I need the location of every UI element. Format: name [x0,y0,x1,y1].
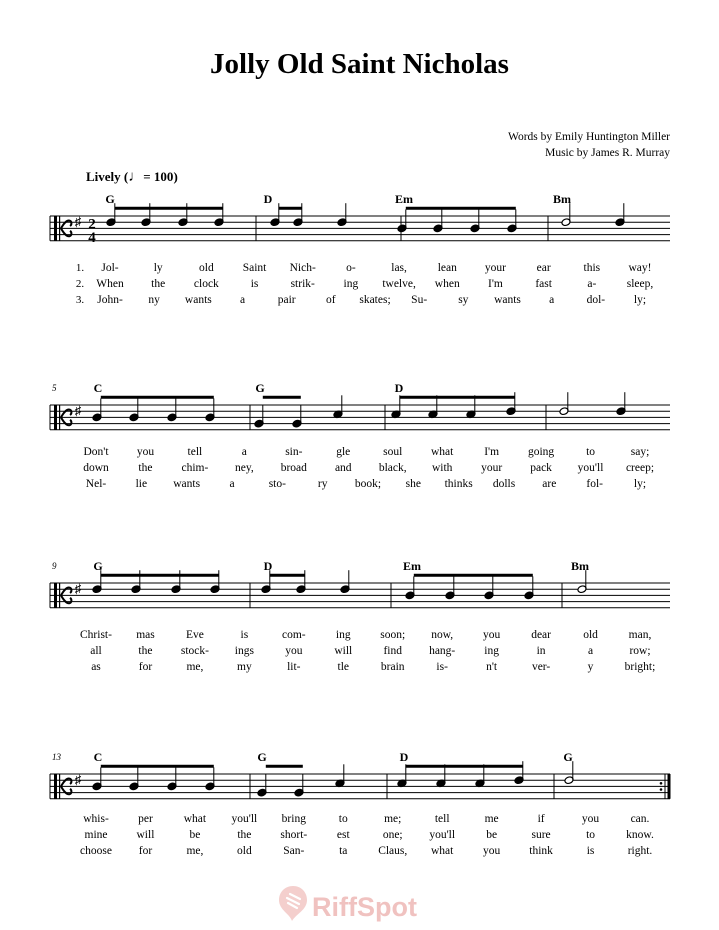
repeat-dot [660,782,663,785]
lyric-syllable: old [583,629,598,641]
lyric-syllable: a [239,294,246,306]
lyric-syllable: can. [630,813,650,825]
c-clef-icon [54,216,57,241]
chord-symbol: D [263,192,273,206]
lyric-syllable: hang- [429,645,456,657]
lyric-syllable: creep; [625,462,655,474]
lyric-syllable: what [431,845,454,857]
lyric-syllable: for [138,661,153,673]
c-clef-icon [54,774,57,799]
note-beam [101,765,214,768]
lyric-syllable: whis- [83,813,109,825]
lyric-syllable: your [484,262,507,274]
lyric-syllable: com- [281,629,306,641]
lyric-syllable: now, [431,629,454,641]
lyric-syllable: ly [153,262,163,274]
measure-number: 9 [52,561,57,571]
lyric-syllable: sure [531,829,551,841]
brand-logo-text: RiffSpot [312,892,417,922]
lyric-syllable: a [229,478,235,490]
note-beam [414,574,533,577]
lyric-syllable: man, [628,629,652,641]
lyric-syllable: the [138,462,153,474]
lyric-syllable: in [536,645,546,657]
lyric-syllable: black, [378,462,407,474]
lyric-syllable: what [431,446,454,458]
lyric-syllable: say; [630,446,650,458]
lyric-syllable: bright; [624,661,656,673]
lyric-syllable: Don't [83,446,109,458]
lyric-syllable: me; [384,813,402,825]
lyric-syllable: stock- [180,645,209,657]
chord-symbol: Bm [571,559,589,573]
lyric-syllable: when [434,278,460,290]
lyric-syllable: you [483,629,501,641]
chord-symbol: G [563,750,573,764]
lyric-syllable: me [484,813,499,825]
tempo-label: Lively [86,169,121,184]
lyric-syllable: twelve, [382,278,416,290]
lyric-syllable: is- [436,661,448,673]
lyric-syllable: this [583,262,601,274]
chord-symbol: D [263,559,273,573]
lyric-syllable: be [486,829,498,841]
lyric-syllable: think [529,845,553,857]
lyric-syllable: las, [391,262,407,274]
chord-symbol: D [394,381,404,395]
lyric-syllable: wants [494,294,521,306]
chord-symbol: Bm [553,192,571,206]
lyric-syllable: lie [135,478,148,490]
lyric-syllable: sleep, [626,278,654,290]
sharp-key-signature-icon: ♯ [74,771,82,787]
lyric-syllable: John- [97,294,123,306]
lyric-syllable: lit- [287,661,301,673]
lyric-syllable: you [136,446,155,458]
song-title: Jolly Old Saint Nicholas [210,48,509,80]
lyric-syllable: if [537,813,545,825]
lyric-syllable: to [586,446,596,458]
lyric-syllable: When [96,278,124,290]
chord-symbol: G [93,559,103,573]
lyric-syllable: Nel- [85,478,107,490]
c-clef-icon [59,774,60,799]
lyric-syllable: is [240,629,249,641]
lyric-syllable: Nich- [289,262,316,274]
note-beam [279,207,302,210]
lyric-syllable: what [183,813,207,825]
lyric-syllable: Su- [411,294,428,306]
riffspot-logo-icon [278,884,308,922]
note-beam [400,396,515,399]
c-clef-icon [54,583,57,608]
chord-symbol: G [255,381,265,395]
lyric-syllable: way! [628,262,652,274]
lyric-syllable: per [138,813,153,825]
lyric-syllable: ry [317,478,328,490]
note-beam [270,574,305,577]
lyric-syllable: ny [148,294,160,306]
lyric-syllable: lean [437,262,457,274]
lyric-syllable: bring [281,813,306,825]
lyric-syllable: and [334,462,352,474]
lyric-syllable: old [199,262,214,274]
lyric-syllable: you'll [231,813,258,825]
lyric-syllable: right. [627,845,653,857]
lyric-syllable: ing [484,645,499,657]
lyric-syllable: a [241,446,247,458]
lyric-syllable: one; [382,829,403,841]
chord-symbol: C [93,750,103,764]
lyric-syllable: wants [184,294,212,306]
note-beam [266,765,303,768]
lyric-syllable: all [90,645,102,657]
lyric-syllable: know. [626,829,654,841]
c-clef-icon [59,583,60,608]
lyric-syllable: Jol- [101,262,119,274]
lyric-syllable: you'll [429,829,456,841]
lyric-syllable: of [326,294,336,306]
lyric-syllable: thinks [444,478,473,490]
lyric-syllable: I'm [484,446,500,458]
lyric-syllable: a [549,294,555,306]
time-signature-bottom: 4 [88,229,96,246]
lyric-syllable: to [586,829,596,841]
note-beam [115,207,223,210]
lyric-syllable: me, [186,845,204,857]
note-beam [101,574,219,577]
lyric-syllable: the [237,829,252,841]
chord-symbol: Em [395,192,413,206]
composer-credit: Music by James R. Murray [545,147,670,159]
chord-symbol: G [257,750,267,764]
lyric-syllable: the [151,278,166,290]
lyric-syllable: row; [629,645,651,657]
lyric-syllable: as [91,661,101,673]
verse-number: 2. [75,278,85,290]
lyric-syllable: ing [335,629,351,641]
lyric-syllable: ly; [633,478,647,490]
lyric-syllable: wants [173,478,201,490]
lyric-syllable: ney, [234,462,254,474]
lyric-syllable: is [250,278,259,290]
verse-number: 1. [75,262,85,274]
final-bar-line [668,774,671,799]
lyric-syllable: est [336,829,350,841]
lyric-syllable: to [338,813,348,825]
lyric-syllable: clock [193,278,219,290]
tempo-bpm: = 100 [143,169,174,184]
chord-symbol: G [105,192,115,206]
lyric-syllable: tell [434,813,450,825]
measure-number: 5 [52,383,57,393]
quarter-note-icon: ♩ [128,169,144,185]
lyric-syllable: you'll [577,462,604,474]
lyric-syllable: Claus, [378,845,408,857]
lyric-syllable: fol- [586,478,603,490]
lyric-syllable: broad [280,462,307,474]
lyric-syllable: she [405,478,422,490]
lyric-syllable: skates; [359,294,391,306]
sharp-key-signature-icon: ♯ [74,402,82,418]
lyric-syllable: Saint [242,262,267,274]
lyric-syllable: soon; [380,629,406,641]
lyric-syllable: pack [530,462,552,474]
lyric-syllable: ing [343,278,359,290]
lyric-syllable: going [527,446,555,458]
lyric-syllable: ly; [633,294,647,306]
note-beam [263,396,301,399]
sharp-key-signature-icon: ♯ [74,213,82,229]
lyric-syllable: be [189,829,201,841]
lyric-syllable: will [136,829,155,841]
lyric-syllable: mine [84,829,108,841]
note-beam [406,765,523,768]
sharp-key-signature-icon: ♯ [74,580,82,596]
lyric-syllable: dolls [492,478,516,490]
lyric-syllable: n't [486,661,498,673]
lyric-syllable: dear [531,629,551,641]
note-beam [406,207,516,210]
c-clef-icon [54,405,57,430]
lyric-syllable: will [334,645,353,657]
lyric-syllable: down [83,462,109,474]
lyric-syllable: your [481,462,503,474]
lyric-syllable: sy [458,294,469,306]
lyric-syllable: fast [535,278,552,290]
lyric-syllable: brain [380,661,405,673]
c-clef-icon [59,405,60,430]
verse-number: 3. [75,294,85,306]
lyric-syllable: chim- [181,462,209,474]
lyric-syllable: tell [187,446,203,458]
lyric-syllable: sto- [268,478,286,490]
lyric-syllable: a- [587,278,597,290]
lyric-syllable: sin- [285,446,303,458]
lyric-syllable: short- [280,829,308,841]
lyric-syllable: find [383,645,402,657]
lyric-syllable: tle [337,661,350,673]
chord-symbol: D [399,750,409,764]
lyric-syllable: is [586,845,595,857]
lyric-syllable: book; [354,478,382,490]
lyric-syllable: ver- [531,661,551,673]
lyric-syllable: the [138,645,153,657]
lyric-syllable: a [587,645,594,657]
lyric-syllable: you [483,845,501,857]
lyric-syllable: ear [536,262,551,274]
lyric-syllable: mas [136,629,155,641]
lyric-syllable: strik- [290,278,315,290]
lyric-syllable: me, [186,661,204,673]
lyric-syllable: pair [277,294,296,306]
lyricist-credit: Words by Emily Huntington Miller [508,131,670,143]
chord-symbol: C [93,381,103,395]
lyric-syllable: gle [336,446,351,458]
lyric-syllable: you [581,813,600,825]
tempo-marking: Lively (♩= 100) [86,169,178,185]
lyric-syllable: with [431,462,453,474]
c-clef-icon [59,216,60,241]
lyric-syllable: choose [80,845,112,857]
lyric-syllable: o- [346,262,356,274]
lyric-syllable: you [285,645,303,657]
lyric-syllable: I'm [488,278,503,290]
lyric-syllable: ta [339,845,348,857]
measure-number: 13 [52,752,61,762]
lyric-syllable: San- [283,845,305,857]
lyric-syllable: Christ- [80,629,112,641]
note-beam [101,396,214,399]
lyric-syllable: y [587,661,594,673]
lyric-syllable: dol- [586,294,606,306]
lyric-syllable: old [237,845,252,857]
lyric-syllable: my [237,661,252,673]
lyric-syllable: ings [234,645,254,657]
repeat-dot [660,788,663,791]
lyric-syllable: Eve [185,629,204,641]
chord-symbol: Em [403,559,421,573]
time-signature-top: 2 [88,216,96,233]
lyric-syllable: for [138,845,153,857]
lyric-syllable: soul [383,446,403,458]
lyric-syllable: are [542,478,557,490]
